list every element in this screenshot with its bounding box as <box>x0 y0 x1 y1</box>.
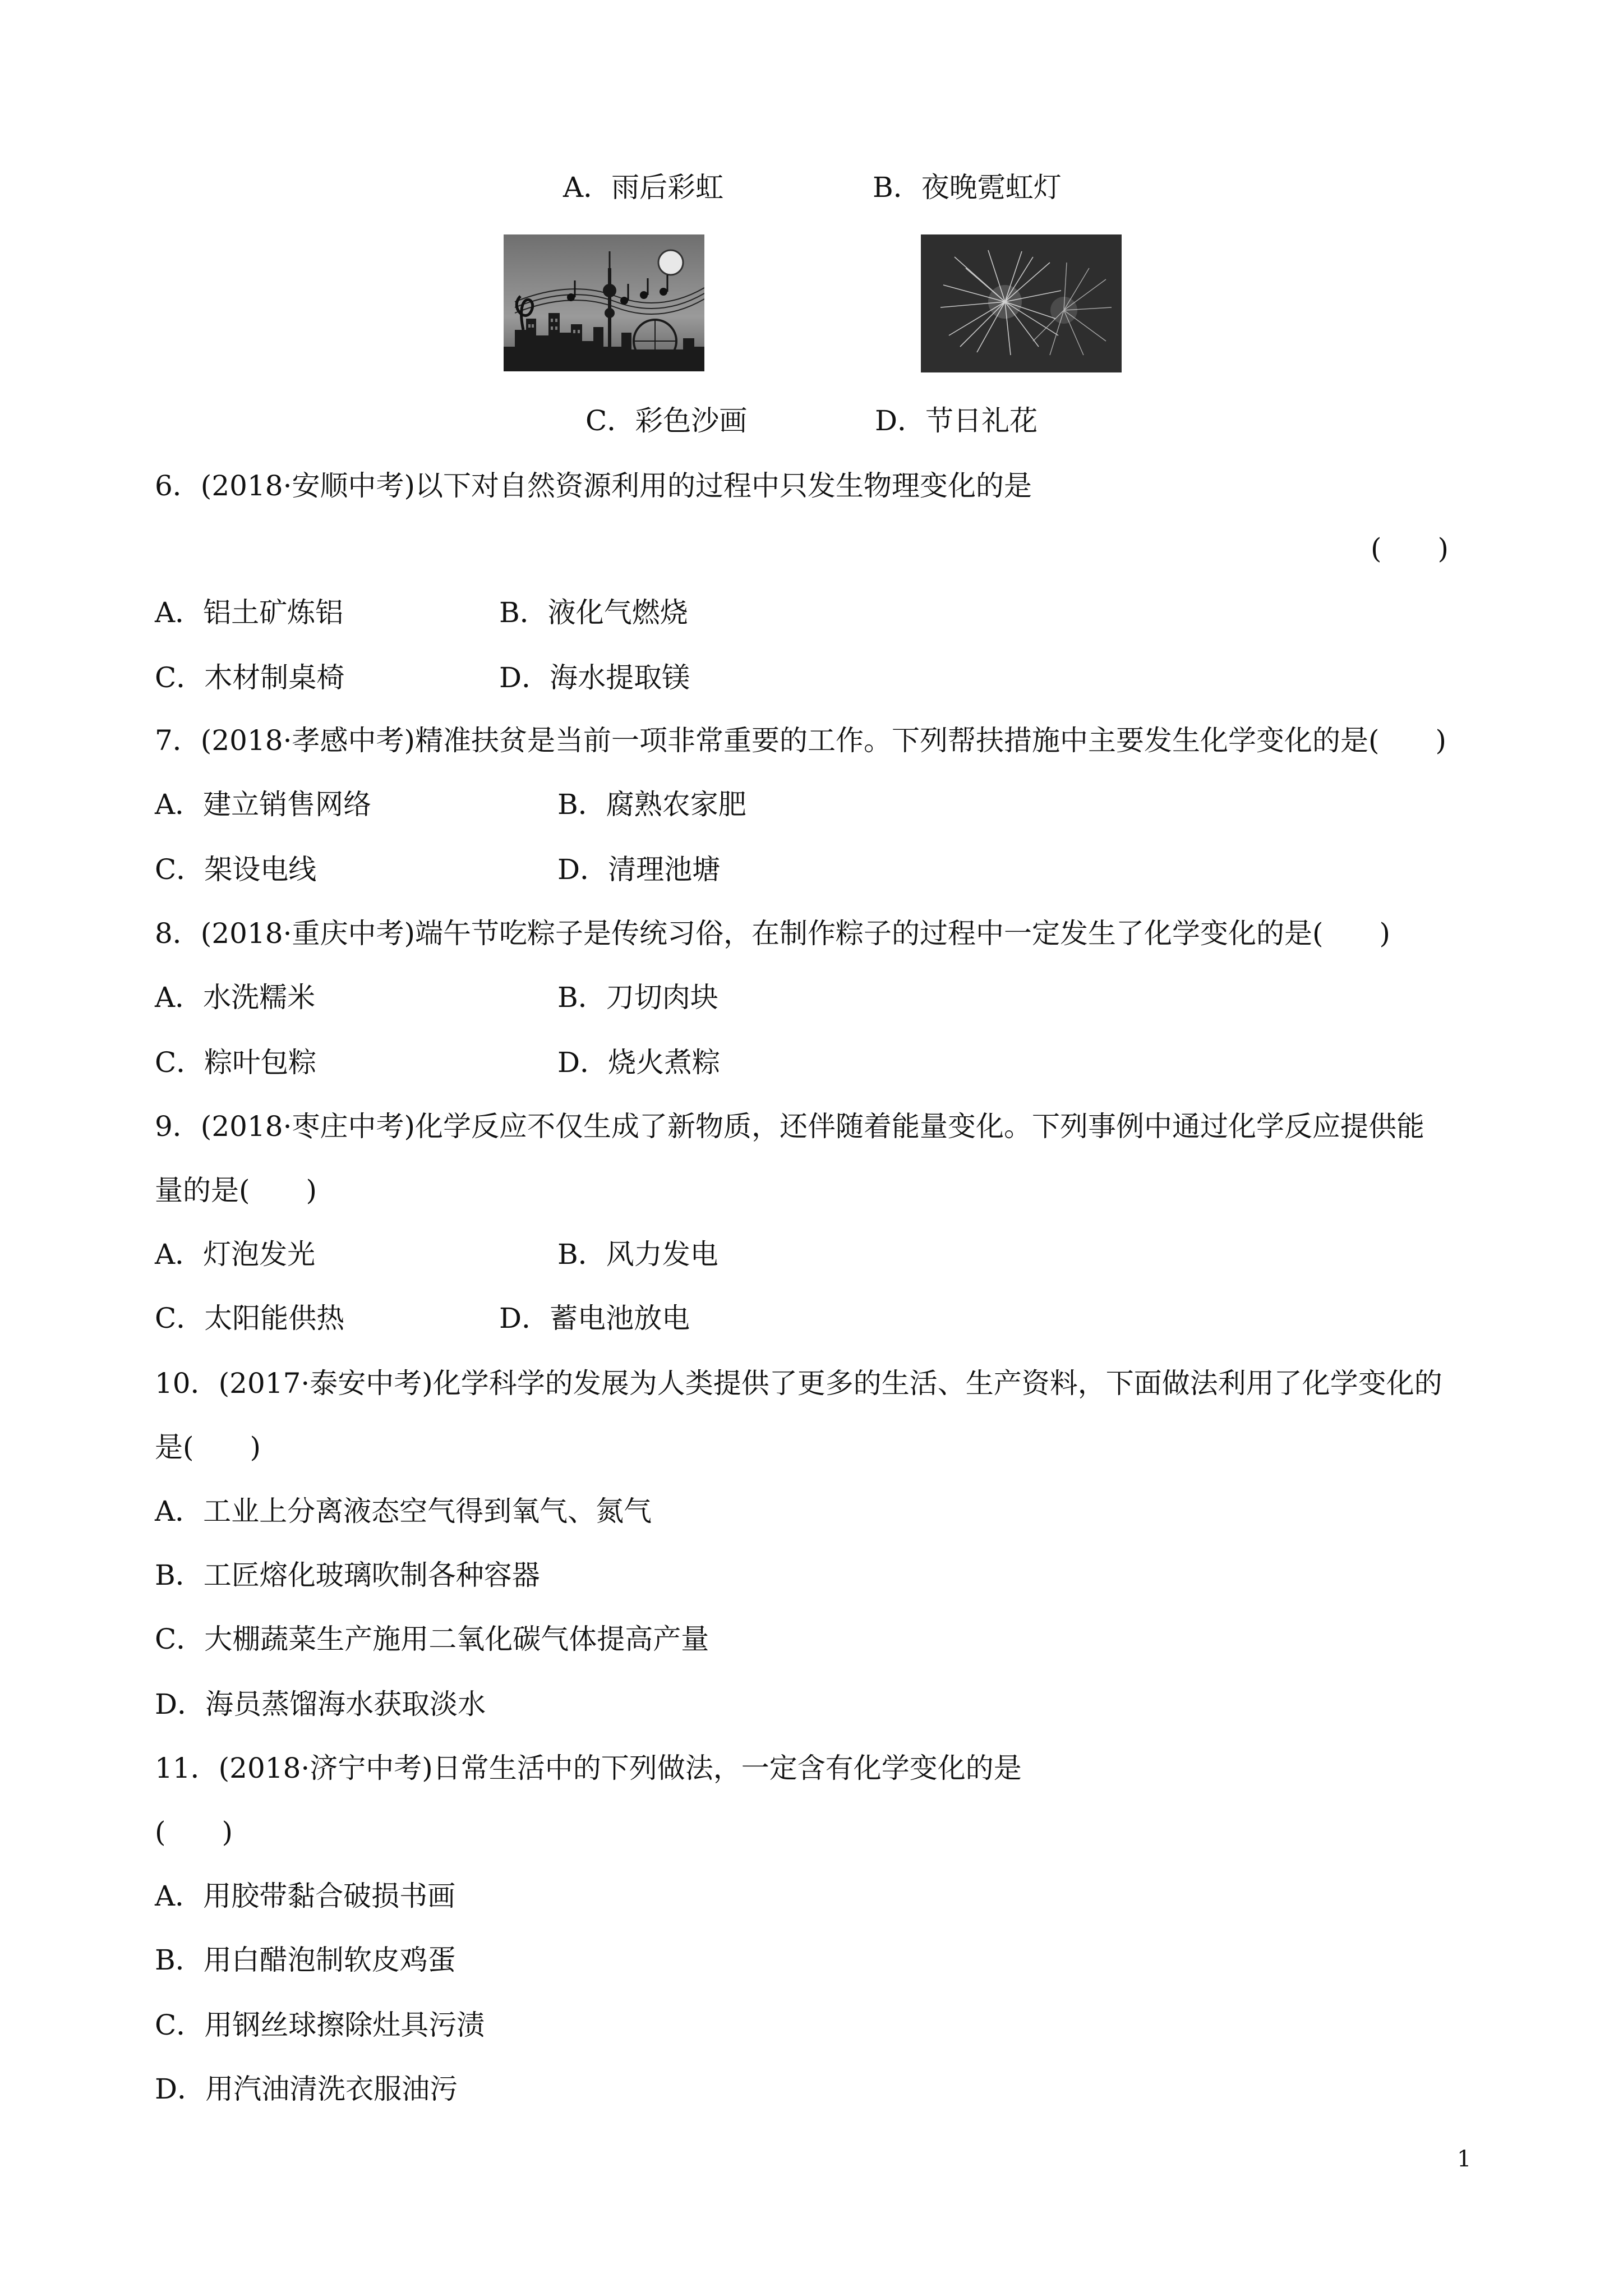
q11-option-c: C．用钢丝球擦除灶具污渍 <box>155 2009 485 2041</box>
q9-stem-line2: 量的是( ) <box>155 1174 317 1207</box>
q10-option-d: D．海员蒸馏海水获取淡水 <box>155 1688 486 1720</box>
option-b-label: B．夜晚霓虹灯 <box>873 171 1062 204</box>
q7-stem: 7．(2018·孝感中考)精准扶贫是当前一项非常重要的工作。下列帮扶措施中主要发生化学变化的是( ) <box>155 724 1446 757</box>
q10-option-a: A．工业上分离液态空气得到氧气、氮气 <box>155 1495 652 1527</box>
q11-option-a: A．用胶带黏合破损书画 <box>155 1880 456 1912</box>
q9-option-d: D．蓄电池放电 <box>499 1302 690 1335</box>
q7-option-d: D．清理池塘 <box>557 853 721 886</box>
q9-option-c: C．太阳能供热 <box>155 1302 345 1335</box>
q7-option-b: B．腐熟农家肥 <box>557 788 746 821</box>
q8-option-d: D．烧火煮粽 <box>557 1046 721 1079</box>
option-c-label: C．彩色沙画 <box>585 404 748 437</box>
q9-option-a: A．灯泡发光 <box>155 1238 316 1271</box>
q11-option-b: B．用白醋泡制软皮鸡蛋 <box>155 1944 456 1976</box>
q8-stem: 8．(2018·重庆中考)端午节吃粽子是传统习俗，在制作粽子的过程中一定发生了化学变化的是( ) <box>155 917 1390 950</box>
option-d-label: D．节日礼花 <box>875 404 1038 437</box>
q11-answer-blank: ( ) <box>155 1816 233 1848</box>
q11-option-d: D．用汽油清洗衣服油污 <box>155 2073 458 2105</box>
q8-option-b: B．刀切肉块 <box>557 981 718 1014</box>
q9-stem-line1: 9．(2018·枣庄中考)化学反应不仅生成了新物质，还伴随着能量变化。下列事例中通过化学反应提供能 <box>155 1110 1424 1143</box>
q6-option-a: A．铝土矿炼铝 <box>155 596 344 629</box>
sand-painting-image <box>504 234 704 371</box>
q10-option-c: C．大棚蔬菜生产施用二氧化碳气体提高产量 <box>155 1623 709 1655</box>
q9-option-b: B．风力发电 <box>557 1238 718 1271</box>
q10-stem-line1: 10．(2017·泰安中考)化学科学的发展为人类提供了更多的生活、生产资料，下面做法利用了化学变化的 <box>155 1367 1442 1400</box>
option-a-label: A．雨后彩虹 <box>563 171 724 204</box>
q7-option-a: A．建立销售网络 <box>155 788 372 821</box>
q6-stem: 6．(2018·安顺中考)以下对自然资源利用的过程中只发生物理变化的是 <box>155 470 1032 502</box>
q6-option-c: C．木材制桌椅 <box>155 661 345 694</box>
q6-option-b: B．液化气燃烧 <box>499 596 688 629</box>
q8-option-c: C．粽叶包粽 <box>155 1046 317 1079</box>
q10-stem-line2: 是( ) <box>155 1431 261 1464</box>
q7-option-c: C．架设电线 <box>155 853 317 886</box>
q6-option-d: D．海水提取镁 <box>499 661 690 694</box>
q6-answer-blank: ( ) <box>1371 532 1449 565</box>
q11-stem: 11．(2018·济宁中考)日常生活中的下列做法，一定含有化学变化的是 <box>155 1752 1022 1784</box>
fireworks-image <box>921 234 1122 372</box>
page-number: 1 <box>1457 2146 1472 2172</box>
q8-option-a: A．水洗糯米 <box>155 981 316 1014</box>
q10-option-b: B．工匠熔化玻璃吹制各种容器 <box>155 1559 540 1591</box>
